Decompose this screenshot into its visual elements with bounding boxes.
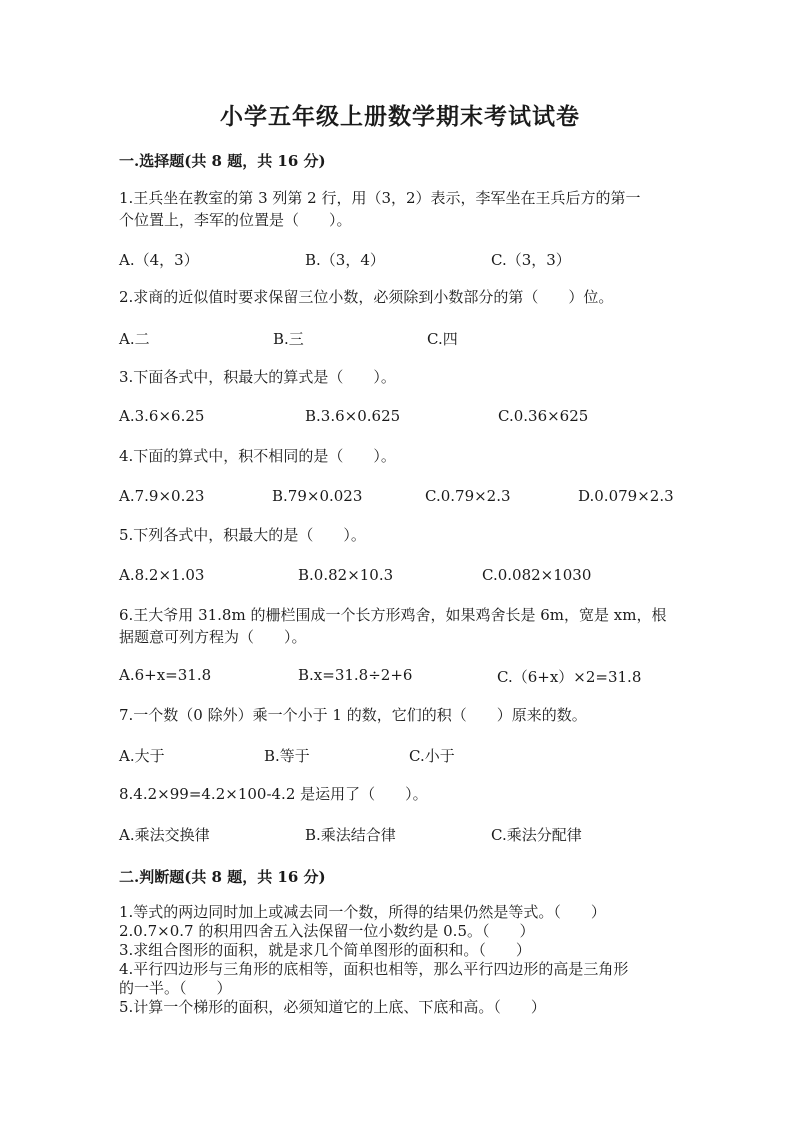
option-c: C.小于 — [409, 747, 455, 765]
question-line: 个位置上，李军的位置是（ ）。 — [119, 211, 352, 229]
option-c: C.四 — [427, 330, 458, 348]
option-b: B.0.82×10.3 — [298, 566, 394, 584]
question-line: 2.求商的近似值时要求保留三位小数，必须除到小数部分的第（ ）位。 — [119, 288, 614, 306]
question-2 — [119, 286, 613, 308]
option-c: C.0.36×625 — [498, 407, 589, 425]
option-a: A.6+x=31.8 — [119, 666, 212, 684]
option-c: C.（3，3） — [491, 251, 571, 269]
question-7 — [119, 704, 587, 726]
question-line: 1.王兵坐在教室的第 3 列第 2 行，用（3，2）表示，李军坐在王兵后方的第一 — [119, 189, 641, 207]
question-line: 4.下面的算式中，积不相同的是（ ）。 — [119, 447, 396, 465]
question-3 — [119, 366, 396, 388]
question-line: 据题意可列方程为（ ）。 — [119, 628, 307, 646]
option-c: C.0.79×2.3 — [425, 487, 511, 505]
option-b: B.79×0.023 — [272, 487, 363, 505]
option-a: A.乘法交换律 — [119, 826, 210, 844]
option-a: A.（4，3） — [119, 251, 199, 269]
question-line: 3.下面各式中，积最大的算式是（ ）。 — [119, 368, 396, 386]
question-8 — [119, 783, 428, 805]
option-b: B.三 — [273, 330, 304, 348]
option-b: B.3.6×0.625 — [305, 407, 401, 425]
option-a: A.3.6×6.25 — [119, 407, 205, 425]
option-a: A.大于 — [119, 747, 165, 765]
question-line: 6.王大爷用 31.8m 的栅栏围成一个长方形鸡舍，如果鸡舍长是 6m，宽是 xm，根 — [119, 606, 667, 624]
option-b: B.乘法结合律 — [305, 826, 396, 844]
judgement-line: 5.计算一个梯形的面积，必须知道它的上底、下底和高。（ ） — [119, 998, 546, 1016]
exam-title: 小学五年级上册数学期末考试试卷 — [220, 103, 580, 130]
question-4 — [119, 445, 396, 467]
option-c: C.乘法分配律 — [491, 826, 582, 844]
judgement-line: 3.求组合图形的面积，就是求几个简单图形的面积和。（ ） — [119, 941, 531, 959]
question-line: 5.下列各式中，积最大的是（ ）。 — [119, 526, 366, 544]
option-d: D.0.079×2.3 — [578, 487, 674, 505]
option-a: A.8.2×1.03 — [119, 566, 205, 584]
judgement-line: 1.等式的两边同时加上或减去同一个数，所得的结果仍然是等式。（ ） — [119, 903, 606, 921]
option-a: A.二 — [119, 330, 150, 348]
option-b: B.（3，4） — [305, 251, 385, 269]
section-heading-choice: 一.选择题(共 8 题，共 16 分) — [119, 152, 326, 170]
question-1 — [119, 187, 641, 231]
section-heading-judgement: 二.判断题(共 8 题，共 16 分) — [119, 868, 326, 886]
question-6 — [119, 604, 666, 648]
question-5 — [119, 524, 366, 546]
judgement-line: 的一半。（ ） — [119, 979, 232, 997]
option-c: C.0.082×1030 — [482, 566, 592, 584]
question-line: 7.一个数（0 除外）乘一个小于 1 的数，它们的积（ ）原来的数。 — [119, 706, 587, 724]
option-c: C.（6+x）×2=31.8 — [497, 668, 642, 686]
judgement-line: 4.平行四边形与三角形的底相等，面积也相等，那么平行四边形的高是三角形 — [119, 960, 629, 978]
judgement-list — [119, 903, 628, 1017]
question-line: 8.4.2×99=4.2×100-4.2 是运用了（ ）。 — [119, 785, 428, 803]
option-b: B.等于 — [264, 747, 310, 765]
option-a: A.7.9×0.23 — [119, 487, 205, 505]
judgement-line: 2.0.7×0.7 的积用四舍五入法保留一位小数约是 0.5。（ ） — [119, 922, 535, 940]
option-b: B.x=31.8÷2+6 — [298, 666, 413, 684]
